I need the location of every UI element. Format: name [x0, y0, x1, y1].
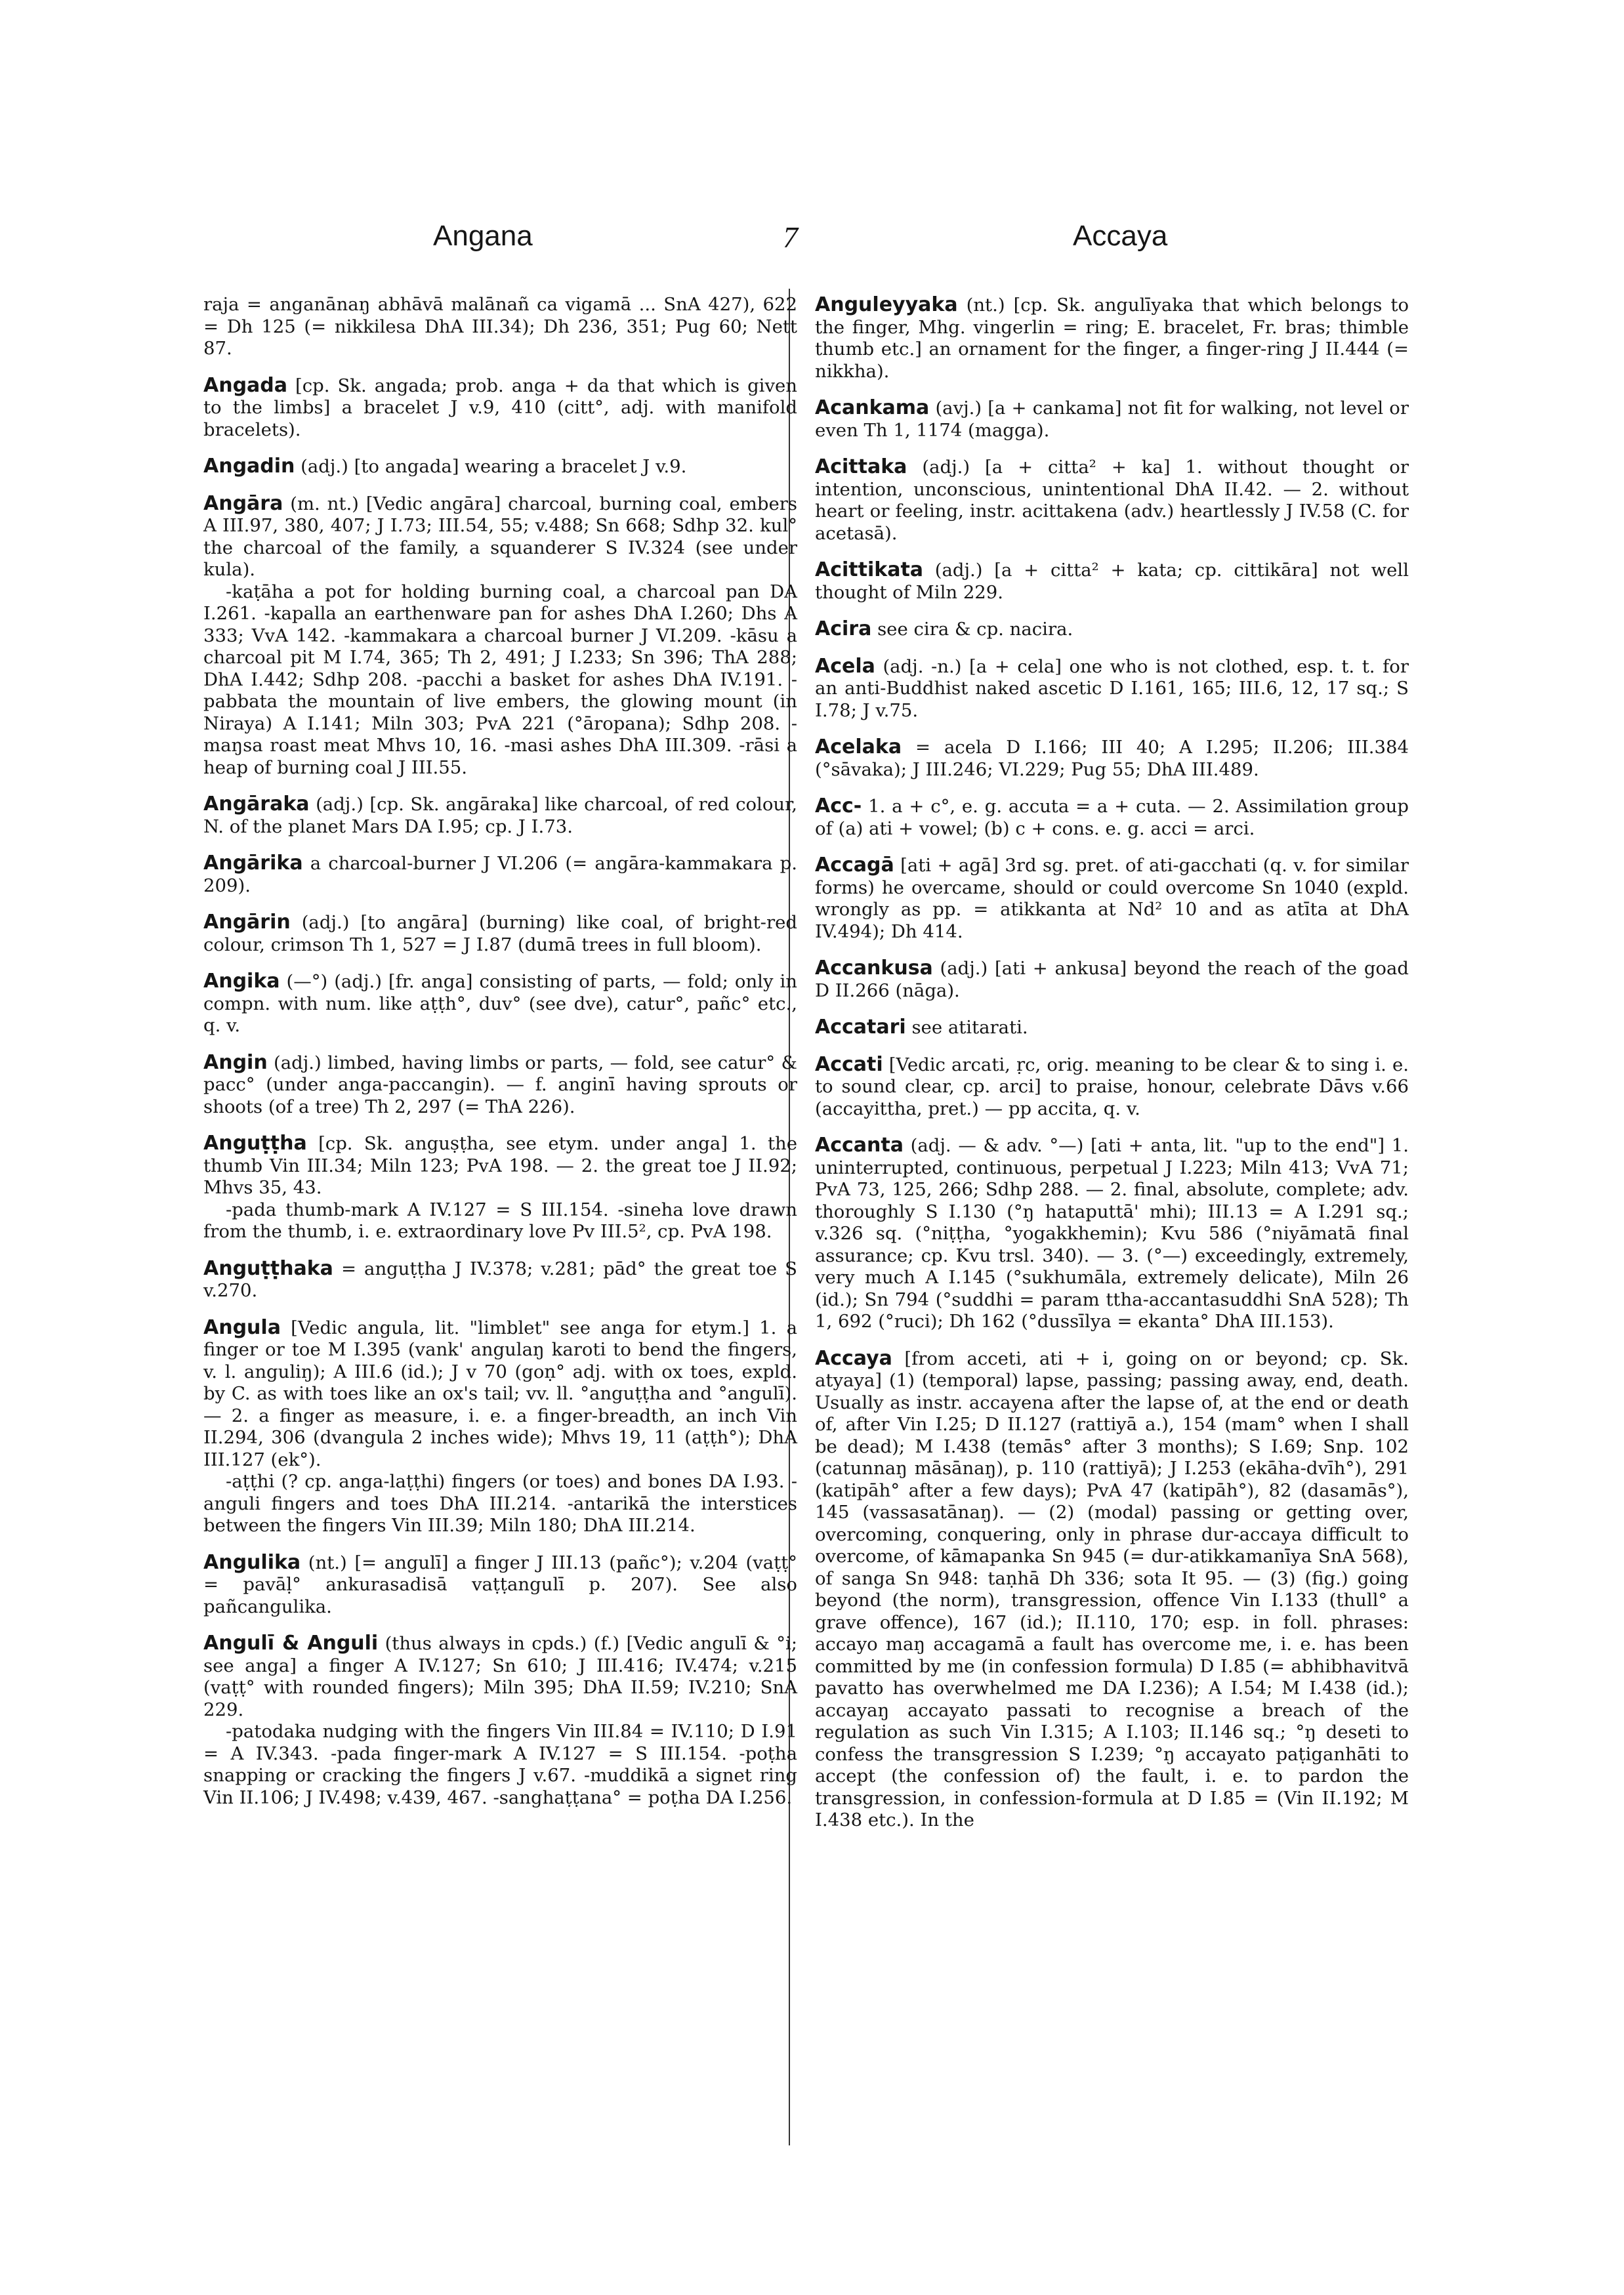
headword: Accati	[815, 1052, 883, 1076]
right-column	[815, 294, 1409, 1846]
entry-body	[203, 1317, 797, 1472]
running-header	[0, 220, 1624, 266]
dictionary-entry	[203, 1052, 797, 1119]
entry-body	[203, 294, 797, 360]
compound-subentries: -patodaka nudging with the fingers Vin III.84 = IV.110; D I.91 = A IV.343. -pada finger-mark A IV.127 = S III.154. -poṭha snapping or cracking the fingers J v.67. -muddikā a signet ring Vin II.106; J IV.498; v.439, 467. -sanghaṭṭana° = poṭha DA I.256.	[203, 1721, 797, 1808]
entry-body	[203, 455, 797, 478]
definition-text: (m. nt.) [Vedic angāra] charcoal, burning coal, embers A III.97, 380, 407; J I.73; III.54, 55; v.488; Sn 668; Sdhp 32. kul° the charcoal of the family, a squanderer S IV.324 (see under kula).	[203, 493, 797, 580]
entry-body	[815, 294, 1409, 382]
definition-text: 1. a + c°, e. g. accuta = a + cuta. — 2. Assimilation group of (a) ati + vowel; (b) c + cons. e. g. acci = arci.	[815, 796, 1409, 839]
headword: Acela	[815, 654, 875, 678]
definition-text: [cp. Sk. angada; prob. anga + da that which is given to the limbs] a bracelet J v.9, 410 (citt°, adj. with manifold bracelets).	[203, 375, 797, 440]
dictionary-entry	[815, 854, 1409, 943]
compound-subentries: -kaṭāha a pot for holding burning coal, a charcoal pan DA I.261. -kapalla an earthenware pan for ashes DhA I.260; Dhs A 333; VvA 142. -kammakara a charcoal burner J VI.209. -kāsu a charcoal pit M I.74, 365; Th 2, 491; J I.233; Sn 396; ThA 288; DhA I.442; Sdhp 208. -pacchi a basket for ashes DhA IV.191. -pabbata the mountain of live embers, the glowing mount (in Niraya) A I.141; Miln 303; PvA 221 (°āropana); Sdhp 208. -maŋsa roast meat Mhvs 10, 16. -masi ashes DhA III.309. -rāsi a heap of burning coal J III.55.	[203, 581, 797, 778]
dictionary-entry	[203, 970, 797, 1037]
header-first-headword: Angana	[433, 220, 533, 252]
dictionary-entry	[815, 957, 1409, 1002]
headword: Angadin	[203, 455, 295, 478]
dictionary-entry	[203, 455, 797, 478]
entry-body	[815, 1054, 1409, 1121]
definition-text: (adj.) limbed, having limbs or parts, — fold, see catur° & pacc° (under anga-paccangin). — f. anginī having sprouts or shoots (of a tree) Th 2, 297 (= ThA 226).	[203, 1052, 797, 1117]
definition-text: a charcoal-burner J VI.206 (= angāra-kammakara p. 209).	[203, 853, 797, 896]
definition-text: (adj.) [a + citta² + ka] 1. without thought or intention, unconscious, unintentional DhA II.42. — 2. without heart or feeling, instr. acittakena (adv.) heartlessly J IV.58 (C. for acetasā).	[815, 457, 1409, 544]
headword: Angada	[203, 373, 288, 397]
headword: Accaya	[815, 1346, 892, 1370]
headword: Acc-	[815, 795, 862, 817]
headword: Angāra	[203, 491, 283, 515]
definition-text: (avj.) [a + cankama] not fit for walking, not level or even Th 1, 1174 (magga).	[815, 398, 1409, 441]
entry-body	[815, 1016, 1409, 1039]
definition-text: raja = anganānaŋ abhāvā malānañ ca vigamā ... SnA 427), 622 = Dh 125 (= nikkilesa DhA III.34); Dh 236, 351; Pug 60; Nett 87.	[203, 294, 797, 359]
dictionary-entry	[815, 1134, 1409, 1333]
definition-text: [Vedic angula, lit. "limblet" see anga for etym.] 1. a finger or toe M I.395 (vank' angulaŋ karoti to bend the fingers, v. l. anguliŋ); A III.6 (id.); J v 70 (goṇ° adj. with ox toes, expld. by C. as with toes like an ox's tail; vv. ll. °anguṭṭha and °angulī). — 2. a finger as measure, i. e. a finger-breadth, an inch Vin II.294, 306 (dvangula 2 inches wide); Mhvs 19, 11 (aṭṭh°); DhA III.127 (ek°).	[203, 1317, 797, 1470]
dictionary-entry	[815, 1348, 1409, 1832]
dictionary-entry	[815, 294, 1409, 382]
entry-body	[203, 1632, 797, 1721]
entry-body	[203, 970, 797, 1037]
dictionary-entry	[203, 294, 797, 360]
entry-body	[203, 852, 797, 897]
definition-text: (adj.) [cp. Sk. angāraka] like charcoal, of red colour, N. of the planet Mars DA I.95; cp. J I.73.	[203, 794, 797, 837]
entry-body	[815, 397, 1409, 442]
headword: Angārin	[203, 911, 291, 934]
definition-text: = acela D I.166; III 40; A I.295; II.206; III.384 (°sāvaka); J III.246; VI.229; Pug 55; DhA III.489.	[815, 737, 1409, 780]
definition-text: [from acceti, ati + i, going on or beyond; cp. Sk. atyaya] (1) (temporal) lapse, passing; passing away, end, death. Usually as instr. accayena after the lapse of, at the end or death of, after Vin I.25; D II.127 (rattiyā a.), 154 (mam° when I shall be dead); M I.438 (temās° after 3 months); S I.69; Snp. 102 (catunnaŋ māsānaŋ), p. 110 (rattiyā); J I.253 (ekāha-dvīh°), 291 (katipāh° after a few days); PvA 47 (katipāh°), 82 (dasamās°), 145 (vassasatānaŋ). — (2) (modal) passing or getting over, overcoming, conquering, only in phrase dur-accaya difficult to overcome, of kāmapanka Sn 945 (= dur-atikkamanīya SnA 568), of sanga Sn 948: taṇhā Dh 336; sota It 95. — (3) (fig.) going beyond (the norm), transgression, offence Vin I.133 (thull° a grave offence), 167 (id.); II.110, 170; esp. in foll. phrases: accayo maŋ accagamā a fault has overcome me, i. e. has been committed by me (in confession formula) D I.85 (= abhibhavitvā pavatto has overwhelmed me DA I.236); A I.54; M I.438 (id.); accayaŋ accayato passati to recognise a breach of the regulation as such Vin I.315; A I.103; II.146 sq.; °ŋ deseti to confess the transgression S I.239; °ŋ accayato paṭiganhāti to accept (the confession of) the fault, i. e. to pardon the transgression, in confession-formula at D I.85 = (Vin II.192; M I.438 etc.). In the	[815, 1348, 1409, 1830]
entry-body	[815, 736, 1409, 781]
headword: Accanta	[815, 1134, 904, 1157]
definition-text: (adj.) [a + citta² + kata; cp. cittikāra] not well thought of Miln 229.	[815, 560, 1409, 603]
definition-text: (thus always in cpds.) (f.) [Vedic angulī & °i; see anga] a finger A IV.127; Sn 610; J III.416; IV.474; v.215 (vaṭṭ° with rounded fingers); Miln 395; DhA II.59; IV.210; SnA 229.	[203, 1633, 797, 1720]
dictionary-entry	[815, 559, 1409, 604]
definition-text: (adj.) [to angāra] (burning) like coal, of bright-red colour, crimson Th 1, 527 = J I.87 (dumā trees in full bloom).	[203, 912, 797, 955]
headword: Accankusa	[815, 957, 933, 980]
headword: Angin	[203, 1050, 268, 1074]
entry-body	[815, 1348, 1409, 1832]
definition-text: = anguṭṭha J IV.378; v.281; pād° the great toe S v.270.	[203, 1258, 797, 1301]
dictionary-entry	[203, 1552, 797, 1619]
entry-body	[815, 456, 1409, 545]
headword: Acittikata	[815, 558, 924, 581]
headword: Anguleyyaka	[815, 293, 958, 316]
dictionary-entry	[203, 1317, 797, 1537]
dictionary-entry	[203, 375, 797, 442]
headword: Angulī & Anguli	[203, 1632, 379, 1655]
dictionary-entry	[815, 655, 1409, 722]
definition-text: (adj. -n.) [a + cela] one who is not clothed, esp. t. t. for an anti-Buddhist naked ascetic D I.161, 165; III.6, 12, 17 sq.; S I.78; J v.75.	[815, 655, 1409, 721]
dictionary-entry	[815, 1054, 1409, 1121]
headword: Acankama	[815, 396, 930, 419]
page-number: 7	[783, 220, 798, 254]
headword: Acittaka	[815, 455, 907, 478]
entry-body	[815, 655, 1409, 722]
dictionary-entry	[815, 618, 1409, 641]
definition-text: (—°) (adj.) [fr. anga] consisting of parts, — fold; only in compn. with num. like aṭṭh°, duv° (see dve), catur°, pañc° etc., q. v.	[203, 971, 797, 1036]
entry-body	[815, 618, 1409, 641]
entry-body	[203, 1258, 797, 1302]
header-last-headword: Accaya	[1073, 220, 1168, 252]
headword: Accatari	[815, 1016, 906, 1039]
headword: Angula	[203, 1315, 281, 1339]
entry-body	[203, 493, 797, 581]
definition-text: (nt.) [= angulī] a finger J III.13 (pañc°); v.204 (vaṭṭ° = pavāḷ° ankurasadisā vaṭṭangulī p. 207). See also pañcangulika.	[203, 1552, 797, 1617]
definition-text: (adj.) [to angada] wearing a bracelet J v.9.	[295, 456, 687, 477]
headword: Angulika	[203, 1550, 301, 1574]
dictionary-entry	[203, 793, 797, 838]
entry-body	[203, 1132, 797, 1199]
entry-body	[815, 559, 1409, 604]
definition-text: [Vedic arcati, ṛc, orig. meaning to be clear & to sing i. e. to sound clear, cp. arci] to praise, honour, celebrate Dāvs v.66 (accayittha, pret.) — pp accita, q. v.	[815, 1054, 1409, 1119]
entry-body	[815, 957, 1409, 1002]
dictionary-entry	[815, 1016, 1409, 1039]
entry-body	[203, 911, 797, 956]
compound-subentries: -aṭṭhi (? cp. anga-laṭṭhi) fingers (or toes) and bones DA I.93. -anguli fingers and toes DhA III.214. -antarikā the interstices between the fingers Vin III.39; Miln 180; DhA III.214.	[203, 1471, 797, 1536]
headword: Acelaka	[815, 735, 902, 758]
definition-text: see atitarati.	[906, 1017, 1028, 1038]
entry-body	[203, 1052, 797, 1119]
entry-body	[203, 793, 797, 838]
dictionary-entry	[203, 1132, 797, 1243]
headword: Angika	[203, 970, 280, 993]
dictionary-entry	[815, 397, 1409, 442]
dictionary-entry	[203, 1258, 797, 1302]
definition-text: [ati + agā] 3rd sg. pret. of ati-gacchati (q. v. for similar forms) he overcame, should or could overcome Sn 1040 (expld. wrongly as pp. = atikkanta at Nd² 10 and as atīta at DhA IV.494); Dh 414.	[815, 855, 1409, 942]
dictionary-entry	[203, 911, 797, 956]
headword: Anguṭṭhaka	[203, 1256, 333, 1280]
entry-body	[203, 375, 797, 442]
entry-body	[815, 854, 1409, 943]
dictionary-entry	[815, 456, 1409, 545]
dictionary-entry	[203, 1632, 797, 1809]
headword: Angārika	[203, 852, 303, 875]
compound-subentries: -pada thumb-mark A IV.127 = S III.154. -sineha love drawn from the thumb, i. e. extraordinary love Pv III.5², cp. PvA 198.	[203, 1199, 797, 1242]
entry-body	[815, 795, 1409, 840]
definition-text: see cira & cp. nacira.	[871, 619, 1073, 640]
headword: Acira	[815, 617, 872, 640]
headword: Angāraka	[203, 793, 310, 816]
headword: Anguṭṭha	[203, 1132, 307, 1155]
left-column	[203, 294, 797, 1823]
definition-text: [cp. Sk. anguṣṭha, see etym. under anga] 1. the thumb Vin III.34; Miln 123; PvA 198. — 2. the great toe J II.92; Mhvs 35, 43.	[203, 1133, 797, 1198]
dictionary-entry	[815, 736, 1409, 781]
dictionary-entry	[203, 852, 797, 897]
dictionary-entry	[203, 493, 797, 779]
definition-text: (nt.) [cp. Sk. angulīyaka that which belongs to the finger, Mhg. vingerlin = ring; E. bracelet, Fr. bras; thimble thumb etc.] an ornament for the finger, a finger-ring J II.444 (= nikkha).	[815, 295, 1409, 382]
entry-body	[203, 1552, 797, 1619]
headword: Accagā	[815, 854, 894, 877]
definition-text: (adj.) [ati + ankusa] beyond the reach of the goad D II.266 (nāga).	[815, 958, 1409, 1001]
definition-text: (adj. — & adv. °—) [ati + anta, lit. "up to the end"] 1. uninterrupted, continuous, perpetual J I.223; Miln 413; VvA 71; PvA 73, 125, 266; Sdhp 288. — 2. final, absolute, complete; adv. thoroughly S I.130 (°ŋ hataputtā' mhi); III.13 = A I.291 sq.; v.326 sq. (°niṭṭha, °yogakkhemin); Kvu 586 (°niyāmatā final assurance; cp. Kvu trsl. 340). — 3. (°—) exceedingly, extremely, very much A I.145 (°sukhumāla, extremely delicate), Miln 26 (id.); Sn 794 (°suddhi = param ttha-accantasuddhi SnA 528); Th 1, 692 (°ruci); Dh 162 (°dussīlya = ekanta° DhA III.153).	[815, 1135, 1409, 1332]
dictionary-entry	[815, 795, 1409, 840]
entry-body	[815, 1134, 1409, 1333]
